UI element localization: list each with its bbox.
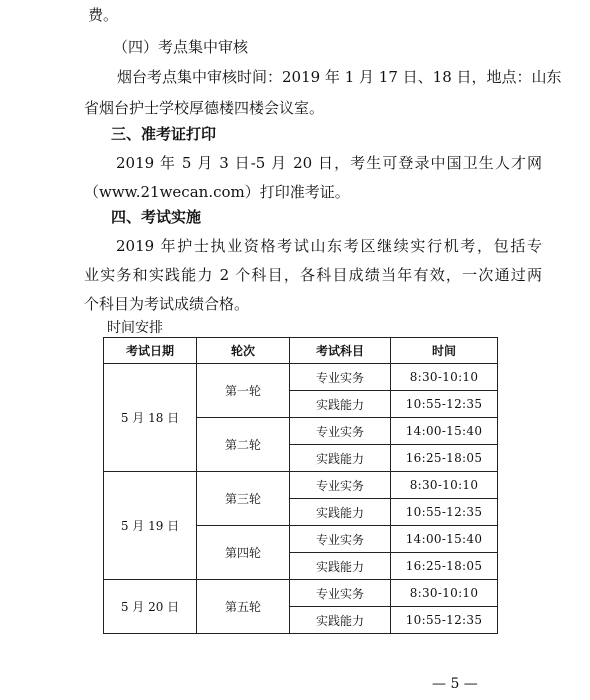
section-heading-3: 三、准考证打印 xyxy=(111,125,217,143)
page-number: — 5 — xyxy=(432,676,478,692)
round-cell: 第三轮 xyxy=(197,472,290,526)
subject-cell: 实践能力 xyxy=(290,391,391,418)
subject-cell: 实践能力 xyxy=(290,499,391,526)
subject-cell: 实践能力 xyxy=(290,607,391,634)
paragraph-print-line-2: （www.21wecan.com）打印准考证。 xyxy=(84,183,350,201)
time-cell: 8:30-10:10 xyxy=(391,472,498,499)
round-cell: 第五轮 xyxy=(197,580,290,634)
date-cell: 5 月 19 日 xyxy=(104,472,197,580)
header-time: 时间 xyxy=(391,338,498,364)
time-cell: 10:55-12:35 xyxy=(391,391,498,418)
subject-cell: 专业实务 xyxy=(290,472,391,499)
time-cell: 16:25-18:05 xyxy=(391,553,498,580)
subsection-heading-4: （四）考点集中审核 xyxy=(113,38,249,56)
time-cell: 10:55-12:35 xyxy=(391,607,498,634)
table-row xyxy=(104,580,498,607)
time-cell: 10:55-12:35 xyxy=(391,499,498,526)
subject-cell: 实践能力 xyxy=(290,553,391,580)
paragraph-print-line-1: 2019 年 5 月 3 日-5 月 20 日，考生可登录中国卫生人才网 xyxy=(116,154,542,172)
date-cell: 5 月 18 日 xyxy=(104,364,197,472)
time-cell: 8:30-10:10 xyxy=(391,580,498,607)
time-cell: 14:00-15:40 xyxy=(391,418,498,445)
time-cell: 16:25-18:05 xyxy=(391,445,498,472)
subject-cell: 专业实务 xyxy=(290,364,391,391)
round-cell: 第二轮 xyxy=(197,418,290,472)
paragraph-exam-line-1: 2019 年护士执业资格考试山东考区继续实行机考，包括专 xyxy=(116,237,542,255)
time-cell: 14:00-15:40 xyxy=(391,526,498,553)
header-round: 轮次 xyxy=(197,338,290,364)
paragraph-audit-line-2: 省烟台护士学校厚德楼四楼会议室。 xyxy=(84,99,325,117)
subject-cell: 专业实务 xyxy=(290,526,391,553)
time-cell: 8:30-10:10 xyxy=(391,364,498,391)
header-subject: 考试科目 xyxy=(290,338,391,364)
table-row xyxy=(104,472,498,499)
round-cell: 第四轮 xyxy=(197,526,290,580)
section-heading-4: 四、考试实施 xyxy=(111,208,202,226)
subject-cell: 专业实务 xyxy=(290,580,391,607)
paragraph-exam-line-3: 个科目为考试成绩合格。 xyxy=(84,295,250,313)
schedule-caption: 时间安排 xyxy=(107,320,163,336)
subject-cell: 实践能力 xyxy=(290,445,391,472)
paragraph-audit-line-1: 烟台考点集中审核时间：2019 年 1 月 17 日、18 日，地点：山东 xyxy=(117,68,562,86)
table-row xyxy=(104,364,498,391)
paragraph-exam-line-2: 业实务和实践能力 2 个科目，各科目成绩当年有效，一次通过两 xyxy=(84,266,542,284)
exam-schedule-table xyxy=(103,337,498,634)
table-header-row xyxy=(104,338,498,364)
header-date: 考试日期 xyxy=(104,338,197,364)
subject-cell: 专业实务 xyxy=(290,418,391,445)
round-cell: 第一轮 xyxy=(197,364,290,418)
date-cell: 5 月 20 日 xyxy=(104,580,197,634)
text-fragment: 费。 xyxy=(88,6,119,24)
